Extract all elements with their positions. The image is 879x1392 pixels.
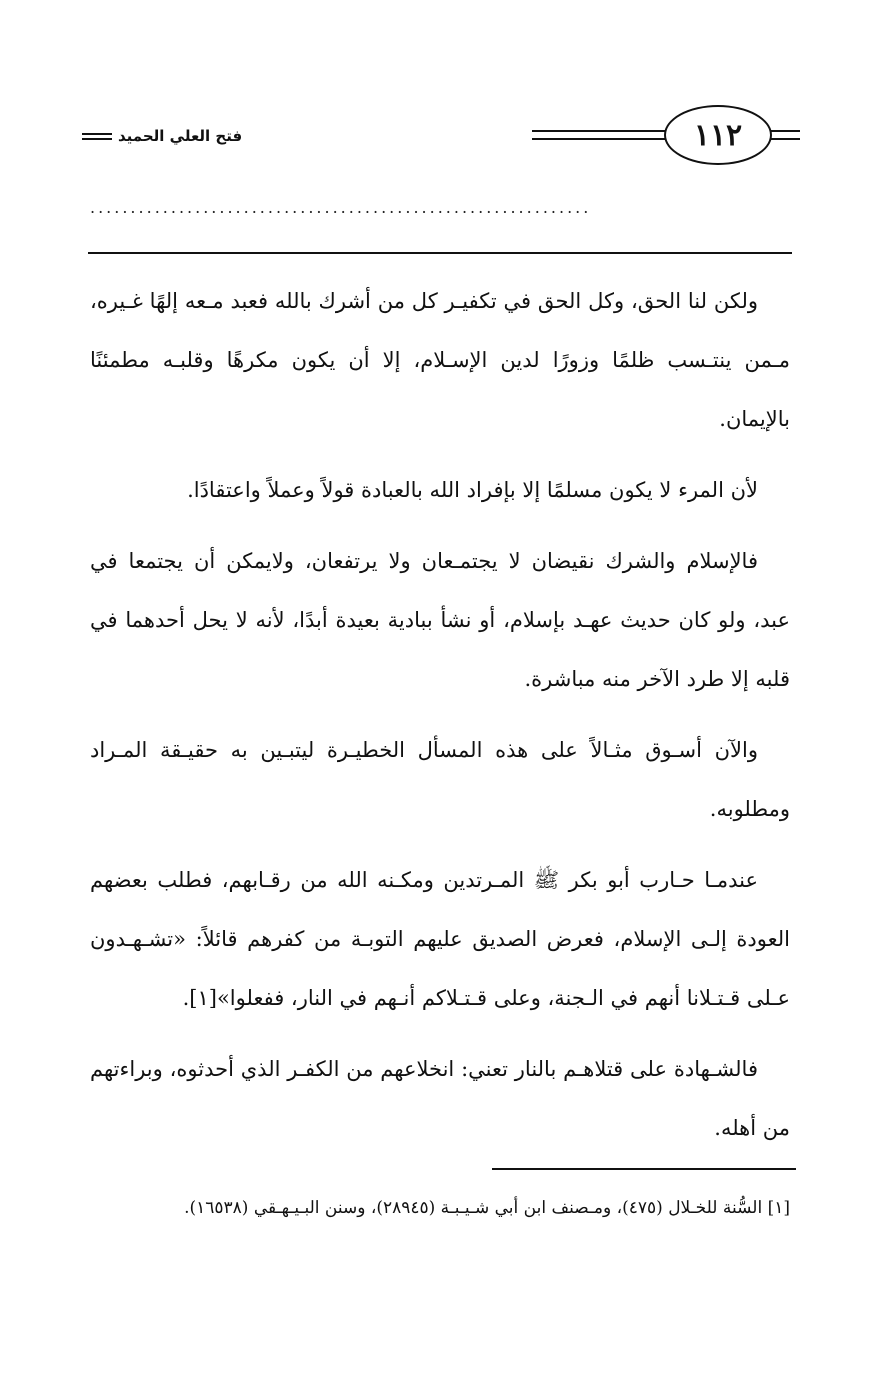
body-text [90, 272, 790, 1170]
paragraph: عندمـا حـارب أبو بكر ﷺ المـرتدين ومكـنه الله من رقـابهم، فطلب بعضهم العودة إلـى الإسلام، فعرض الصديق عليهم التوبـة من كفرهم قائلاً: «تشـهـدون عـلى قـتـلانا أنهم في الـجنة، وعلى قـتـلاكم أنـهم في النار، ففعلوا»[١]. [90, 868, 790, 1010]
page-number: ١١٢ [664, 105, 772, 165]
top-rule [88, 252, 792, 254]
paragraph: والآن أسـوق مثـالاً على هذه المسأل الخطيـرة ليتبـين به حقيـقة المـراد ومطلوبه. [90, 738, 790, 821]
paragraph: فالشـهادة على قتلاهـم بالنار تعني: انخلاعهم من الكفـر الذي أحدثوه، وبراءتهم من أهله. [90, 1057, 790, 1140]
title-decoration [82, 133, 112, 143]
footnote-rule [492, 1168, 796, 1170]
paragraph: ولكن لنا الحق، وكل الحق في تكفيـر كل من أشرك بالله فعبد مـعه إلهًا غـيره، مـمن ينتـسب ظلمًا وزورًا لدين الإسـلام، إلا أن يكون مكرهًا وقلبـه مطمئنًا بالإيمان. [90, 289, 790, 431]
book-title: فتح العلي الحميد [118, 127, 243, 145]
paragraph: فالإسلام والشرك نقيضان لا يجتمـعان ولا يرتفعان، ولايمكن أن يجتمعا في عبد، ولو كان حديث عهـد بإسلام، أو نشأ ببادية بعيدة أبدًا، لأنه لا يحل أحدهما في قلبه إلا طرد الآخر منه مباشرة. [90, 549, 790, 691]
footnote [90, 1190, 790, 1226]
page-header [80, 105, 800, 165]
dotted-separator: .............................................................. [90, 198, 592, 217]
footnote-text: [١] السُّنة للخـلال (٤٧٥)، ومـصنف ابن أبي شـيـبـة (٢٨٩٤٥)، وسنن البـيـهـقي (١٦٥٣٨). [184, 1198, 790, 1218]
paragraph: لأن المرء لا يكون مسلمًا إلا بإفراد الله بالعبادة قولاً وعملاً واعتقادًا. [187, 478, 758, 502]
